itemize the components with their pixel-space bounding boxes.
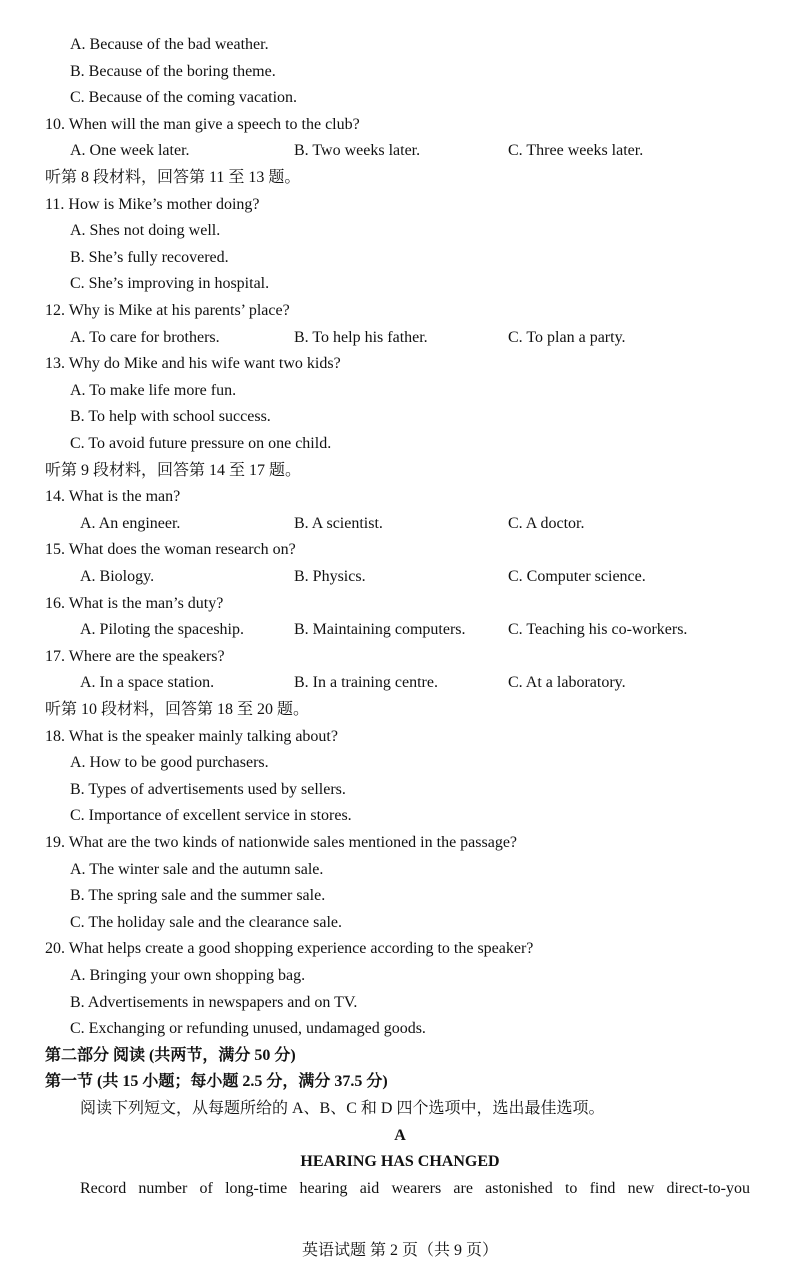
option-text: C. A doctor. [508, 514, 585, 532]
question-line [0, 591, 800, 617]
option-text: A. To care for brothers. [70, 328, 220, 346]
question-line [0, 724, 800, 750]
option-text: A. An engineer. [80, 514, 181, 532]
option-text: C. The holiday sale and the clearance sale. [70, 913, 343, 931]
question-text: 13. Why do Mike and his wife want two kids? [45, 355, 341, 373]
option-row [0, 138, 800, 164]
option-text: C. She’s improving in hospital. [70, 275, 270, 293]
option-text: B. She’s fully recovered. [70, 248, 229, 266]
question-text: 听第 8 段材料，回答第 11 至 13 题。 [45, 169, 301, 186]
question-line [0, 537, 800, 563]
option-text: A. Bringing your own shopping bag. [70, 967, 306, 984]
option-text: A. How to be good purchasers. [70, 754, 269, 772]
page-footer: 英语试题 第 2 页（共 9 页） [301, 1242, 498, 1259]
question-text: 20. What helps create a good shopping experience according to the speaker? [45, 940, 534, 958]
passage-text: Record number of long-time hearing aid wearers are astonished to find new direct-to-you [80, 1179, 750, 1197]
question-line [0, 165, 800, 191]
passage-title [0, 1149, 800, 1175]
section-heading [0, 1069, 800, 1095]
option-text: C. Importance of excellent service in stores. [70, 807, 352, 825]
option-line [0, 32, 800, 58]
passage-title-text: HEARING HAS CHANGED [300, 1153, 500, 1171]
option-text: A. The winter sale and the autumn sale. [70, 860, 324, 878]
question-line [0, 697, 800, 723]
option-line [0, 271, 800, 297]
instructions-text: 阅读下列短文，从每题所给的 A、B、C 和 D 四个选项中，选出最佳选项。 [80, 1100, 605, 1117]
option-line [0, 777, 800, 803]
option-text: A. To make life more fun. [70, 381, 237, 399]
question-line [0, 458, 800, 484]
option-text: C. To avoid future pressure on one child. [70, 435, 332, 452]
option-text: C. Three weeks later. [508, 142, 644, 160]
option-line [0, 883, 800, 909]
question-text: 16. What is the man’s duty? [45, 594, 224, 612]
passage-title-text: A [394, 1126, 406, 1144]
option-text: B. To help with school success. [70, 408, 271, 426]
option-line [0, 431, 800, 457]
question-line [0, 484, 800, 510]
option-text: B. Because of the boring theme. [70, 62, 276, 80]
option-row [0, 325, 800, 351]
instructions [0, 1096, 800, 1122]
passage-title [0, 1123, 800, 1149]
option-line [0, 803, 800, 829]
option-line [0, 857, 800, 883]
option-text: B. Two weeks later. [294, 142, 421, 160]
option-text: A. Piloting the spaceship. [80, 621, 244, 639]
question-line [0, 298, 800, 324]
section-heading [0, 1043, 800, 1069]
option-text: A. Shes not doing well. [70, 222, 221, 240]
question-text: 听第 10 段材料，回答第 18 至 20 题。 [45, 701, 310, 718]
option-line [0, 378, 800, 404]
option-text: B. Types of advertisements used by sellers. [70, 780, 346, 798]
question-text: 听第 9 段材料，回答第 14 至 17 题。 [45, 461, 302, 479]
option-text: B. Advertisements in newspapers and on TV. [70, 993, 358, 1011]
option-line [0, 1016, 800, 1042]
option-text: A. In a space station. [80, 674, 215, 692]
option-text: B. To help his father. [294, 328, 428, 346]
option-row [0, 511, 800, 537]
option-line [0, 59, 800, 85]
option-row [0, 617, 800, 643]
option-text: C. At a laboratory. [508, 674, 626, 692]
question-text: 19. What are the two kinds of nationwide sales mentioned in the passage? [45, 834, 518, 851]
question-line [0, 192, 800, 218]
option-text: C. Because of the coming vacation. [70, 89, 298, 107]
option-line [0, 750, 800, 776]
question-text: 10. When will the man give a speech to the club? [45, 115, 360, 133]
option-text: A. Because of the bad weather. [70, 36, 269, 53]
question-text: 11. How is Mike’s mother doing? [45, 195, 260, 213]
option-text: A. One week later. [70, 142, 190, 160]
question-text: 15. What does the woman research on? [45, 541, 296, 559]
question-text: 12. Why is Mike at his parents’ place? [45, 302, 290, 319]
question-line [0, 644, 800, 670]
question-line [0, 112, 800, 138]
option-line [0, 85, 800, 111]
option-line [0, 404, 800, 430]
question-text: 17. Where are the speakers? [45, 647, 225, 665]
option-line [0, 963, 800, 989]
option-text: B. Maintaining computers. [294, 621, 466, 639]
option-text: B. A scientist. [294, 514, 383, 532]
option-text: C. Exchanging or refunding unused, undamaged goods. [70, 1020, 426, 1038]
question-line [0, 351, 800, 377]
passage-paragraph [0, 1176, 800, 1202]
option-line [0, 910, 800, 936]
question-line [0, 936, 800, 962]
question-line [0, 830, 800, 856]
question-text: 18. What is the speaker mainly talking about? [45, 727, 338, 745]
option-text: C. To plan a party. [508, 328, 626, 346]
option-row [0, 564, 800, 590]
option-line [0, 990, 800, 1016]
option-text: B. In a training centre. [294, 674, 438, 692]
option-row [0, 670, 800, 696]
option-text: C. Computer science. [508, 568, 646, 585]
section-heading-text: 第二部分 阅读 (共两节，满分 50 分) [45, 1046, 296, 1064]
option-line [0, 218, 800, 244]
section-heading-text: 第一节 (共 15 小题；每小题 2.5 分，满分 37.5 分) [45, 1073, 388, 1091]
option-text: A. Biology. [80, 568, 155, 585]
option-text: B. The spring sale and the summer sale. [70, 887, 326, 905]
option-line [0, 245, 800, 271]
option-text: B. Physics. [294, 568, 366, 585]
question-text: 14. What is the man? [45, 488, 181, 506]
option-text: C. Teaching his co-workers. [508, 621, 688, 639]
